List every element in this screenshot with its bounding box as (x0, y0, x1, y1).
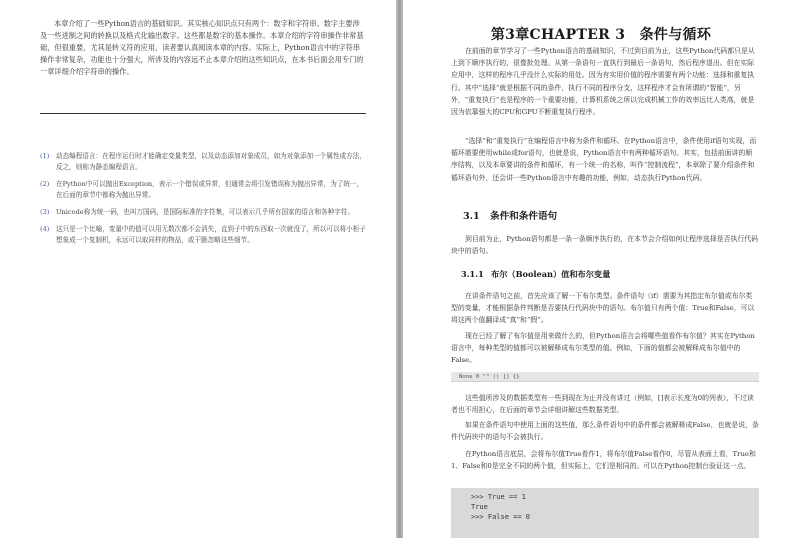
section-number: 3.1 (463, 211, 480, 222)
boolean-paragraph-5: 在Python语言底层，会将布尔值True看作1，将布尔值False看作0，尽管从表面上看，True和1、False和0是完全不同的两个值，但实际上，它们是相同的。可以在Python控制台验证这一点。 (451, 450, 756, 471)
boolean-paragraph-1: 在讲条件语句之前，首先应该了解一下布尔类型。条件语句（if）需要为其指定布尔值或布尔类型的变量，才能根据条件判断是否要执行代码块中的语句。布尔值只有两个值：True和False，可以将这两个值翻译成“真”和“假”。 (451, 292, 755, 325)
footnote (40, 207, 366, 218)
subsection-number: 3.1.1 (461, 269, 484, 279)
intro-paragraph-1: 在前面的章节学习了一些Python语言的基础知识，不过到目前为止，这些Python代码都只是从上到下顺序执行的，很像批处理。从第一条语句一直执行到最后一条语句，然后程序退出。但在实际应用中，这样的程序几乎没什么实际的用处。因为有实用价值的程序需要有两个功能：选择和重复执行。其中“选择”就是根据不同的条件，执行不同的程序分支，这样程序才会有所谓的“智能”，另外，“重复执行”也是程序的一个重要功能，计算机系统之所以完成机械工作的效率远比人类高，就是因为依靠强大的CPU和GPU不断重复执行程序。 (451, 47, 755, 117)
left-page (0, 0, 396, 538)
section-title: 条件和条件语句 (490, 211, 558, 222)
boolean-paragraph-3: 这些值所涉及的数据类型有一些到现在为止并没有讲过（例如，[]表示长度为0的列表），不过读者也不用担心，在后面的章节会详细讲解这些数据类型。 (451, 394, 754, 415)
code-line: >>> False == 0 (471, 513, 531, 522)
boolean-paragraph-2: 现在已经了解了布尔值是用来做什么的，但Python语言会将哪些值看作布尔值？其实在Python语言中，每种类型的值都可以被解释成布尔类型的值。例如，下面的值都会被解释成布尔值中的False。 (451, 332, 755, 365)
footnote (40, 151, 366, 173)
chapter-summary-paragraph: 本章介绍了一些Python语言的基础知识。其实核心知识点只有两个：数字和字符串。数字主要涉及一些进制之间的转换以及格式化输出数字。这些都是数字的基本操作。本章介绍的字符串操作非常基础，但很重要，尤其是转义符的应用，读者要认真阅读本章的内容。实际上，Python语言中的字符串操作非常复杂，功能也十分强大，所涉及的内容远不止本章介绍的这些知识点，在本书后面会用专门的一章详细介绍字符串的操作。 (40, 19, 364, 76)
section-heading (463, 208, 557, 222)
subsection-title: 布尔（Boolean）值和布尔变量 (491, 269, 611, 279)
footnote-divider (40, 113, 366, 114)
boolean-paragraph-4: 如果在条件语句中使用上面的这些值，那么条件语句中的条件都会被解释成False，也就是说，条件代码块中的语句不会被执行。 (451, 421, 759, 442)
intro-paragraph-2: “选择”和“重复执行”在编程语言中称为条件和循环。在Python语言中，条件使用if语句实现，而循环需要使用while或for语句，也就是说，Python语言中有两种循环语句。其实，包括前面讲的顺序结构，以及本章要讲的条件和循环，有一个统一的名称，叫作“控制流程”，本章除了要介绍条件和循环语句外，还会讲一些Python语言中有趣的功能，例如，动态执行Python代码。 (451, 137, 757, 182)
footnotes (40, 151, 366, 252)
page-gutter (396, 0, 403, 538)
footnote-number[interactable]: (2) (40, 180, 50, 188)
code-line: >>> True == 1 (471, 493, 526, 501)
code-snippet-falsy-values: None 0 "" () [] {} (451, 372, 759, 382)
code-block-console (451, 488, 759, 538)
footnote-number[interactable]: (1) (40, 152, 50, 160)
footnote-text: 在Python中可以抛出Exception，表示一个错误或异常，但通常会将引发错误称为抛出异常，为了统一，在后面的章节中都称为抛出异常。 (56, 180, 364, 199)
footnote (40, 224, 366, 246)
footnote-number[interactable]: (4) (40, 225, 50, 233)
footnote-text: 这只是一个比喻，变量中的值可以用无数次都不会消失，直到子中的东西取一次就没了，所以可以将小柜子想象成一个复制机，永远可以取同样的物品，或干脆忽略这些细节。 (56, 225, 366, 244)
footnote-number[interactable]: (3) (40, 208, 50, 216)
code-line: True (471, 503, 488, 512)
footnote-text: 动态编程语言：在程序运行时才能确定变量类型，以及动态添加对象成员，如为对象添加一个属性或方法，反之，则称为静态编程语言。 (56, 152, 366, 171)
subsection-heading (461, 269, 610, 280)
footnote-text: Unicode称为统一码，也叫万国码，是国际标准的字符集，可以表示几乎所有国家的语言和各种字符。 (56, 208, 355, 216)
footnote (40, 179, 366, 201)
right-page (403, 0, 799, 538)
section-paragraph: 到目前为止，Python语句都是一条一条顺序执行的，在本节会介绍如何让程序选择是否执行代码块中的语句。 (451, 235, 759, 256)
chapter-title: 第3章CHAPTER 3 条件与循环 (490, 27, 712, 43)
